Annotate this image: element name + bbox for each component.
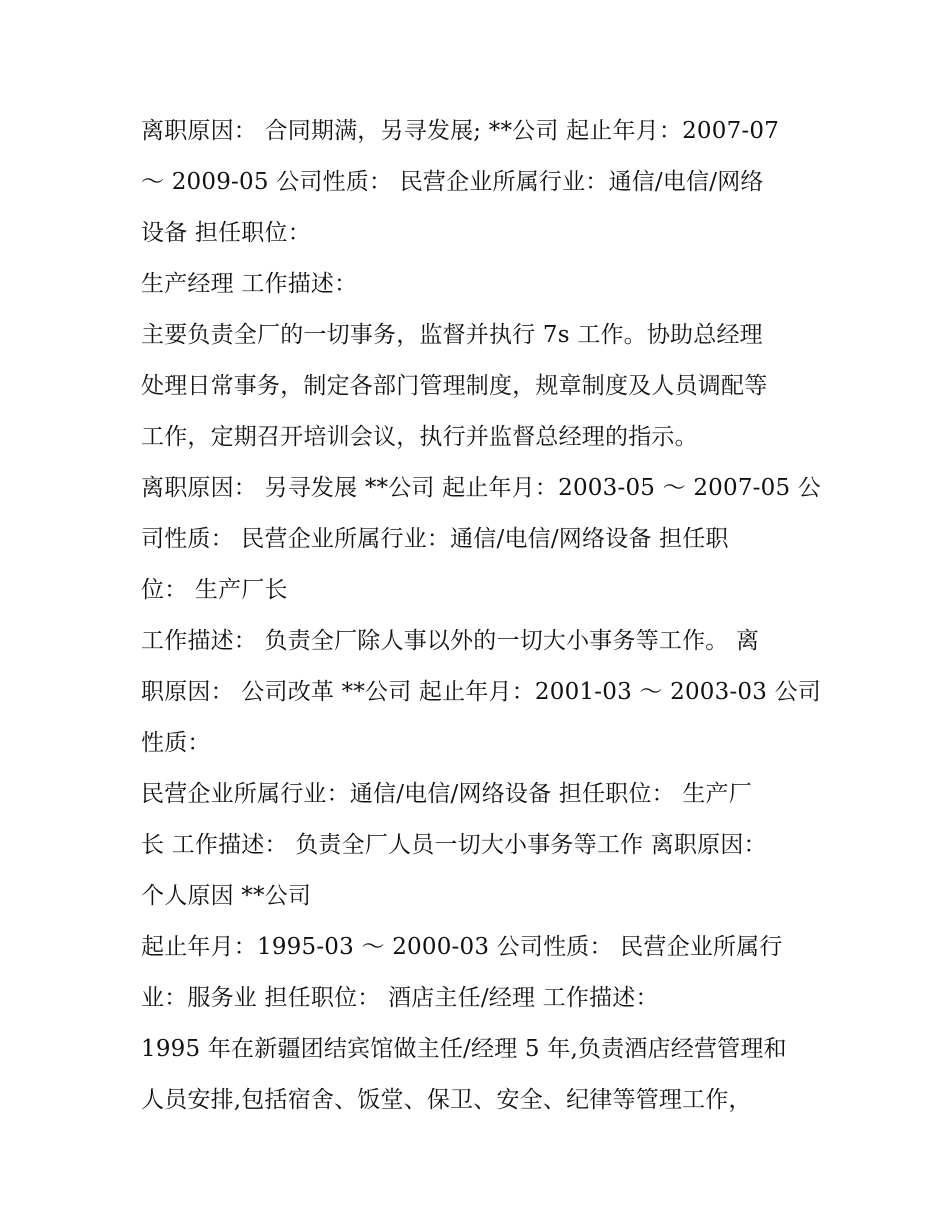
text-line: 1995 年在新疆团结宾馆做主任/经理 5 年,负责酒店经营管理和 <box>141 1036 787 1062</box>
text-line: 人员安排,包括宿舍、饭堂、保卫、安全、纪律等管理工作， <box>141 1087 752 1113</box>
text-line: 设备 担任职位： <box>141 220 311 246</box>
text-line: 长 工作描述： 负责全厂人员一切大小事务等工作 离职原因： <box>141 832 767 858</box>
text-line: 离职原因： 另寻发展 **公司 起止年月：2003-05 ～ 2007-05 公 <box>141 475 822 501</box>
text-line: 司性质： 民营企业所属行业：通信/电信/网络设备 担任职 <box>141 526 729 552</box>
text-line: 工作描述： 负责全厂除人事以外的一切大小事务等工作。 离 <box>141 628 760 654</box>
text-line: 性质： <box>141 730 211 756</box>
text-line: 民营企业所属行业：通信/电信/网络设备 担任职位： 生产厂 <box>141 781 752 807</box>
text-line: 主要负责全厂的一切事务，监督并执行 7s 工作。协助总经理 <box>141 322 763 348</box>
text-line: 位： 生产厂长 <box>141 577 288 603</box>
text-line: 离职原因： 合同期满，另寻发展; **公司 起止年月：2007-07 <box>141 118 780 144</box>
resume-text <box>141 106 821 1126</box>
text-line: 工作，定期召开培训会议，执行并监督总经理的指示。 <box>141 424 698 450</box>
text-line: 职原因： 公司改革 **公司 起止年月：2001-03 ～ 2003-03 公司 <box>141 679 822 705</box>
text-line: ～ 2009-05 公司性质： 民营企业所属行业：通信/电信/网络 <box>141 169 764 195</box>
text-line: 处理日常事务，制定各部门管理制度，规章制度及人员调配等 <box>141 373 768 399</box>
text-line: 个人原因 **公司 <box>141 883 312 909</box>
text-line: 业：服务业 担任职位： 酒店主任/经理 工作描述： <box>141 985 659 1011</box>
text-line: 起止年月：1995-03 ～ 2000-03 公司性质： 民营企业所属行 <box>141 934 783 960</box>
text-line: 生产经理 工作描述： <box>141 271 358 297</box>
